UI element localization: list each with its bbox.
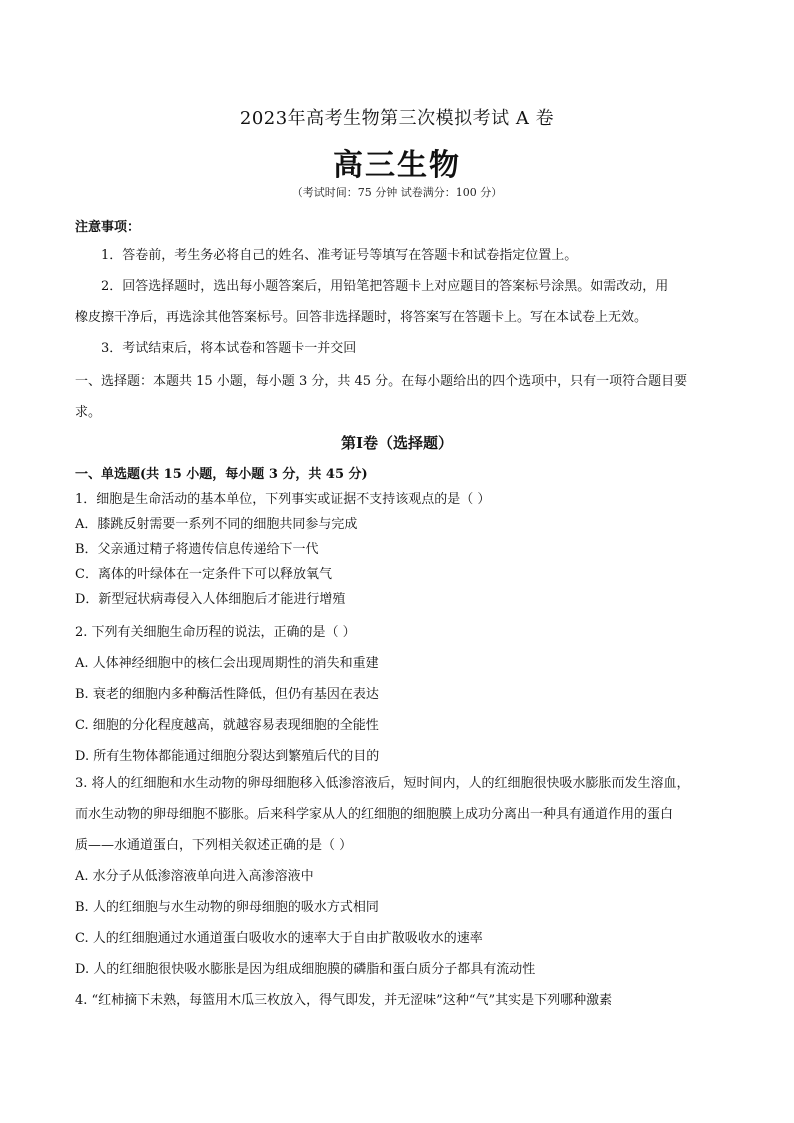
notes-list bbox=[75, 240, 723, 364]
option-c: C. 人的红细胞通过水通道蛋白吸收水的速率大于自由扩散吸收水的速率 bbox=[75, 931, 483, 946]
section-instructions-line: 一、选择题：本题共 15 小题，每小题 3 分，共 45 分。在每小题给出的四个选项中，只有一项符合题目要 bbox=[75, 374, 688, 389]
question-1 bbox=[75, 462, 723, 612]
question-3 bbox=[75, 768, 723, 1016]
question-stem: 1．细胞是生命活动的基本单位，下列事实或证据不支持该观点的是（ ） bbox=[75, 492, 491, 507]
note-item: 3．考试结束后，将本试卷和答题卡一并交回 bbox=[101, 341, 357, 356]
option-d: D. 人的红细胞很快吸水膨胀是因为组成细胞膜的磷脂和蛋白质分子都具有流动性 bbox=[75, 962, 536, 977]
option-c: C. 细胞的分化程度越高，就越容易表现细胞的全能性 bbox=[75, 718, 379, 733]
question-4-stem: 4. “红柿摘下未熟，每篮用木瓜三枚放入，得气即发，并无涩味”这种“气”其实是下列哪种激素 bbox=[75, 993, 613, 1008]
section-instructions-line: 求。 bbox=[75, 405, 102, 420]
option-d: D．新型冠状病毒侵入人体细胞后才能进行增殖 bbox=[75, 592, 346, 607]
question-stem: 2. 下列有关细胞生命历程的说法，正确的是（ ） bbox=[75, 625, 356, 640]
exam-title: 2023年高考生物第三次模拟考试 A 卷 bbox=[239, 108, 555, 129]
part-title: 第Ⅰ卷（选择题） bbox=[340, 434, 454, 452]
question-2 bbox=[75, 617, 723, 772]
question-stem-line: 3. 将人的红细胞和水生动物的卵母细胞移入低渗溶液后，短时间内，人的红细胞很快吸水膨胀而发生溶血， bbox=[75, 776, 690, 791]
option-c: C．离体的叶绿体在一定条件下可以释放氧气 bbox=[75, 567, 332, 582]
section-instructions bbox=[75, 366, 723, 428]
subject-title: 高三生物 bbox=[333, 148, 461, 183]
option-b: B. 人的红细胞与水生动物的卵母细胞的吸水方式相同 bbox=[75, 900, 379, 915]
question-stem-line: 而水生动物的卵母细胞不膨胀。后来科学家从人的红细胞的细胞膜上成功分离出一种具有通道作用的蛋白 bbox=[75, 807, 674, 822]
option-b: B．父亲通过精子将遗传信息传递给下一代 bbox=[75, 542, 319, 557]
option-a: A. 水分子从低渗溶液单向进入高渗溶液中 bbox=[75, 869, 314, 884]
exam-info: （考试时间：75 分钟 试卷满分：100 分） bbox=[291, 186, 503, 199]
option-d: D. 所有生物体都能通过细胞分裂达到繁殖后代的目的 bbox=[75, 749, 380, 764]
note-item: 1．答卷前，考生务必将自己的姓名、准考证号等填写在答题卡和试卷指定位置上。 bbox=[101, 248, 578, 263]
notes-heading: 注意事项： bbox=[75, 220, 141, 235]
option-b: B. 衰老的细胞内多种酶活性降低，但仍有基因在表达 bbox=[75, 687, 379, 702]
note-item: 2．回答选择题时，选出每小题答案后，用铅笔把答题卡上对应题目的答案标号涂黑。如需改动，用 bbox=[101, 279, 669, 294]
note-item-continued: 橡皮擦干净后，再选涂其他答案标号。回答非选择题时，将答案写在答题卡上。写在本试卷上无效。 bbox=[75, 310, 648, 325]
option-a: A. 人体神经细胞中的核仁会出现周期性的消失和重建 bbox=[75, 656, 379, 671]
option-a: A．膝跳反射需要一系列不同的细胞共同参与完成 bbox=[75, 517, 358, 532]
section-subheading: 一、单选题(共 15 小题，每小题 3 分，共 45 分) bbox=[75, 467, 368, 482]
question-stem-line: 质——水通道蛋白，下列相关叙述正确的是（ ） bbox=[75, 838, 353, 853]
